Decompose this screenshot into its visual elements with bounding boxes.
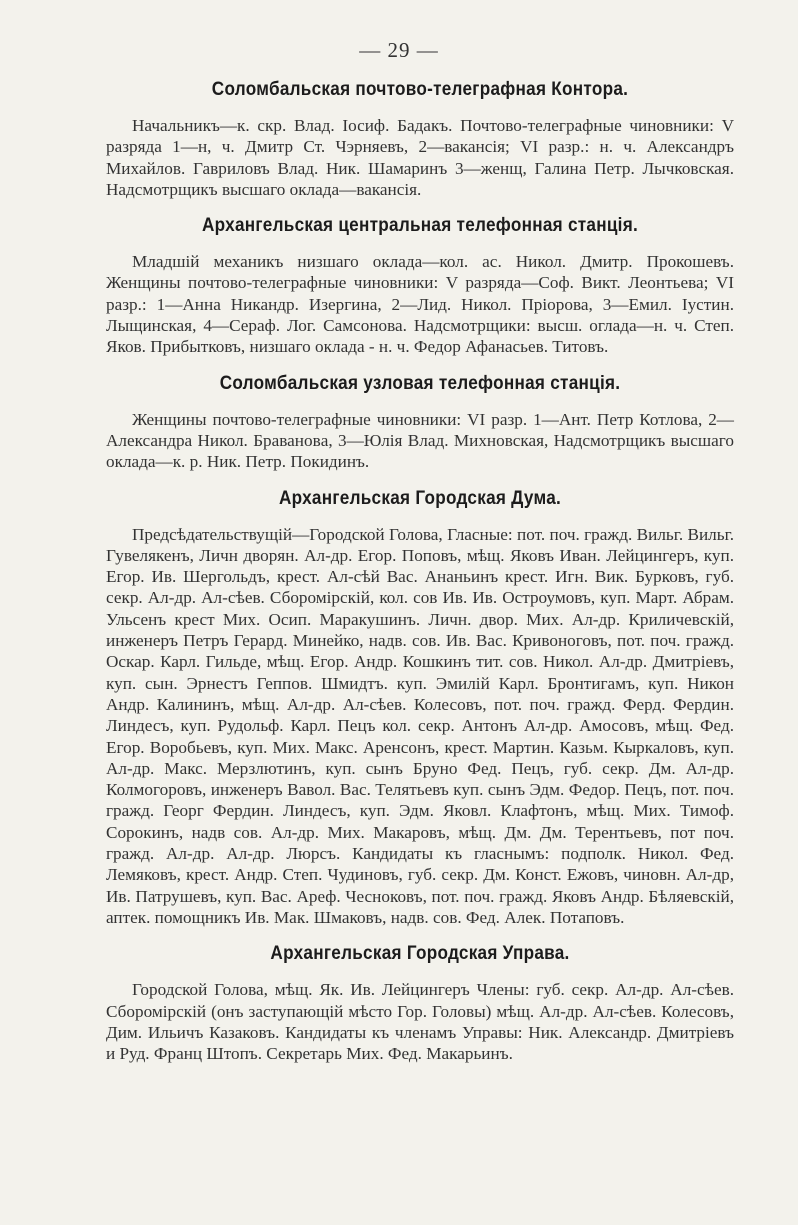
section-body: Младшій механикъ низшаго оклада—кол. ас. Никол. Дмитр. Прокошевъ. Женщины почтово-телеграфные чиновники: V разряда—Соф. Викт. Леонтьева; VI разр.: 1—Анна Никандр. Изергина, 2—Лид. Никол. Пріорова, 3—Емил. Іустин. Лыщинская, 4—Сераф. Лог. Самсонова. Надсмотрщики: высш. оглада—н. ч. Степ. Яков. Прибытковъ, низшаго оклада - н. ч. Федор Афанасьев. Титовъ. — [106, 252, 734, 357]
section-solombala-telephone-node — [106, 372, 734, 473]
section-solombala-post-telegraph — [106, 78, 734, 200]
page-content — [106, 78, 734, 1078]
section-heading: Соломбальская почтово-телеграфная Контора. — [211, 78, 629, 100]
section-city-council — [106, 942, 734, 1064]
section-body: Городской Голова, мѣщ. Як. Ив. Лейцингеръ Члены: губ. секр. Ал-др. Ал-сѣев. Сбoромірскій (онъ заступающій мѣсто Гор. Головы) мѣщ. Ал-др. Ал-сѣев. Колесовъ, Дим. Ильичъ Казаковъ. Кандидаты къ членамъ Управы: Ник. Александр. Дмитріевъ и Руд. Франц Штопъ. Секретарь Мих. Фед. Макарьинъ. — [106, 980, 734, 1064]
section-body: Женщины почтово-телеграфные чиновники: VI разр. 1—Ант. Петр Котлова, 2—Александра Никол. Бравановa, 3—Юлія Влад. Михновская, Надсмотрщикъ высшаго оклада—к. р. Ник. Петр. Покидинъ. — [106, 409, 734, 472]
section-arkhangelsk-central-telephone — [106, 214, 734, 357]
section-city-duma — [106, 487, 734, 929]
page-number: — 29 — — [359, 38, 439, 62]
section-body: Начальникъ—к. скр. Влад. Іосиф. Бадакъ. Почтово-телеграфные чиновники: V разряда 1—н, ч. Дмитр Ст. Чэрняевъ, 2—вакансія; VI разр.: н. ч. Александръ Михайлов. Гавриловъ Влад. Ник. Шамаринъ 3—женщ, Галина Петр. Лычковская. Надсмотрщикъ высшаго оклада—вакансія. — [106, 116, 734, 199]
section-body: Предсѣдательствущій—Городской Голова, Гласные: пот. поч. гражд. Вильг. Вильг. Гувелякенъ, Личн дворян. Ал-др. Егор. Поповъ, мѣщ. Яковъ Иван. Лейцингеръ, куп. Егор. Ив. Шергольдъ, крест. Ал-сѣй Вас. Ананьинъ крест. Игн. Вик. Бурковъ, губ. секр. Ал-др. Ал-сѣев. Сбoромірскій, кол. сов Ив. Ив. Остроумовъ, куп. Март. Абрам. Ульсенъ крест Мих. Осип. Маракушинъ. Личн. двор. Мих. Ал-др. Криличевскій, инженеръ Петръ Герард. Минейко, надв. сов. Ив. Вас. Кривоноговъ, пот. поч. гражд. Оскар. Карл. Гильде, мѣщ. Егор. Андр. Кошкинъ тит. сов. Никол. Ал-др. Дмитріевъ, куп. сын. Эрнестъ Геппов. Шмидтъ. куп. Эмилій Карл. Бронтигамъ, куп. Никон Андр. Калининъ, мѣщ. Ал-др. Ал-сѣев. Колесовъ, пот. поч. гражд. Ферд. Фердин. Линдесъ, куп. Рудольф. Карл. Пецъ кол. секр. Антонъ Ал-др. Амосовъ, мѣщ. Фед. Егор. Воробьевъ, куп. Мих. Макс. Аренсонъ, крест. Мартин. Казьм. Кыркаловъ, куп. Ал-др. Макс. Мерзлютинъ, куп. сынъ Бруно Фед. Пецъ, губ. секр. Дм. Ал-др. Колмогоровъ, инженеръ Вавол. Вас. Телятьевъ куп. сынъ Эдм. Федор. Пецъ, пот. поч. гражд. Георг Фердин. Линдесъ, куп. Эдм. Яковл. Клафтонъ, мѣщ. Мих. Тимоф. Сорокинъ, надв сов. Ал-др. Мих. Макаровъ, мѣщ. Дм. Дм. Терентьевъ, пот поч. гражд. Ал-др. Ал-др. Люрсъ. Кандидаты къ гласнымъ: подполк. Никол. Фед. Лемяковъ, крест. Андр. Степ. Чудиновъ, губ. секр. Дм. Конст. Ежовъ, чиновн. Ал-др, Ив. Патрушевъ, куп. Вас. Ареф. Чесноковъ, пот. поч. гражд. Яковъ Андр. Бѣляевскій, аптек. помощникъ Ив. Мак. Шмаковъ, надв. сов. Фед. Алек. Потаповъ. — [106, 524, 734, 927]
section-heading: Соломбальская узловая телефонная станція. — [219, 371, 621, 394]
section-heading: Архангельская Городская Дума. — [278, 486, 562, 509]
section-heading: Архангельская центральная телефонная станція. — [201, 214, 639, 237]
section-heading: Архангельская Городская Управа. — [270, 942, 570, 965]
